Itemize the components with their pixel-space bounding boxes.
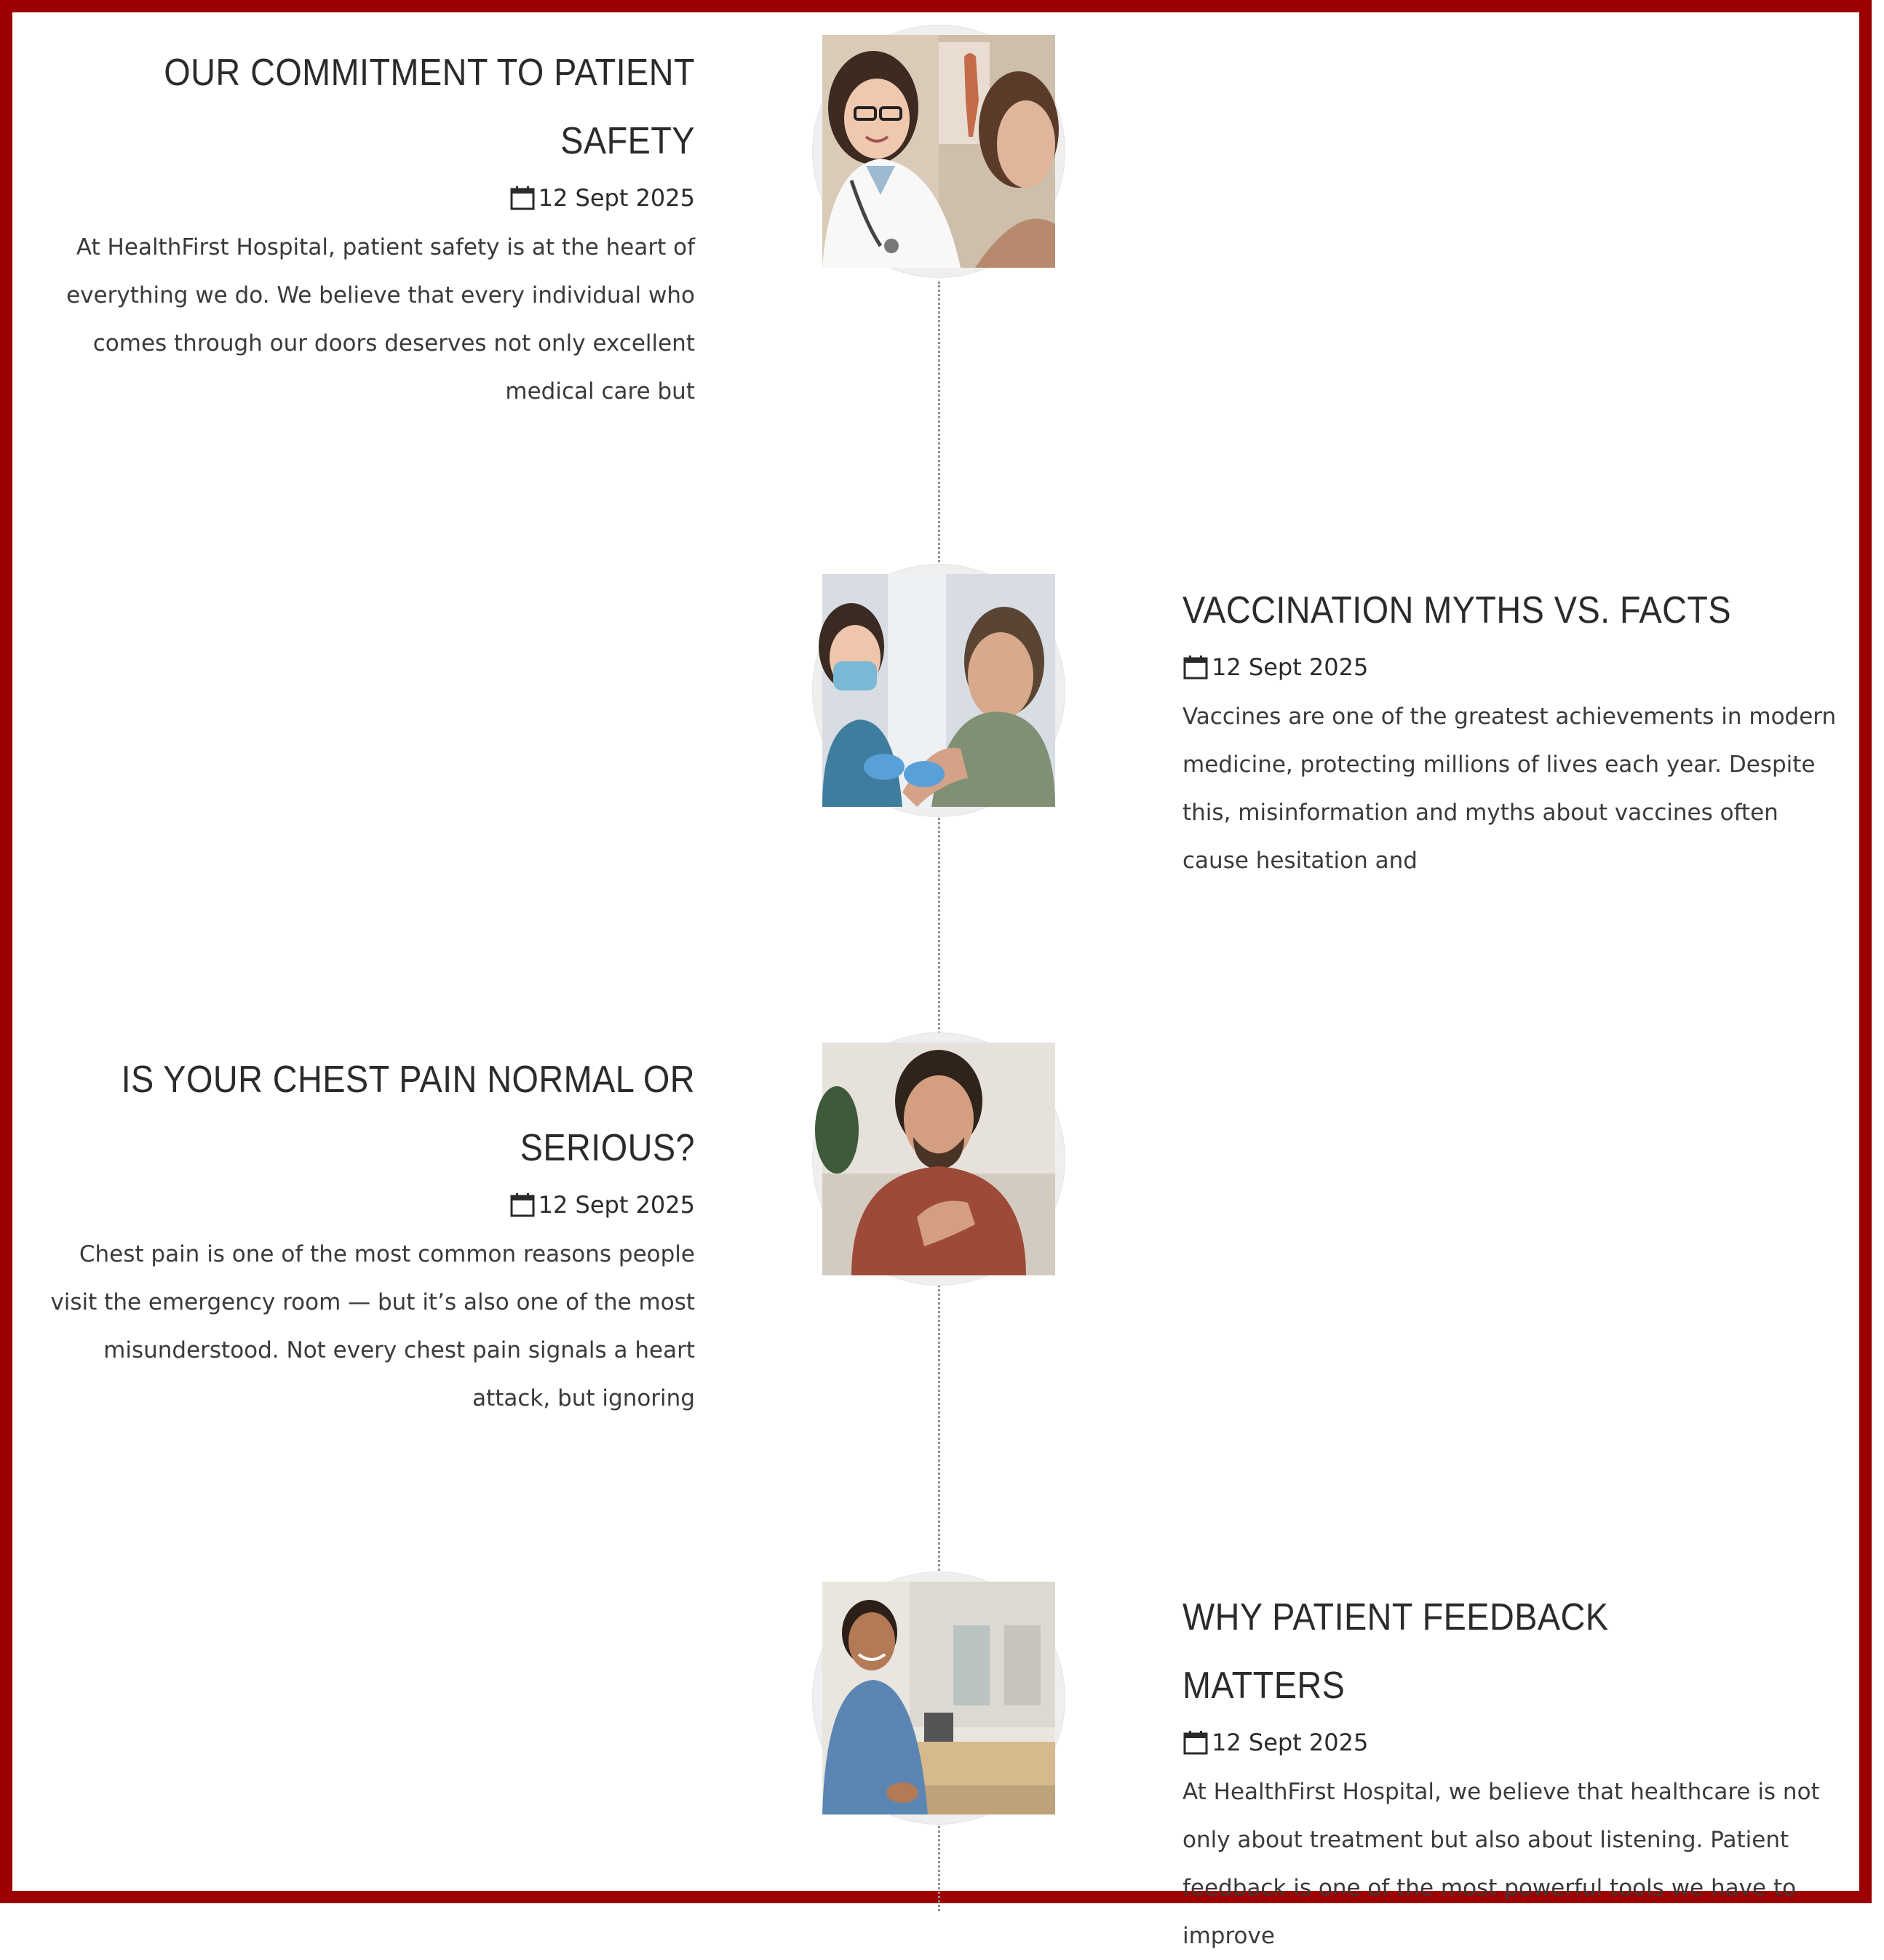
post-text — [1183, 1583, 1837, 1960]
post-title-link[interactable]: IS YOUR CHEST PAIN NORMAL OR SERIOUS? — [121, 1059, 695, 1169]
calendar-icon — [509, 1192, 536, 1218]
post-image-link[interactable] — [813, 565, 1065, 816]
post-date — [1183, 1726, 1837, 1759]
calendar-icon — [509, 185, 536, 211]
post-date-text: 12 Sept 2025 — [1212, 653, 1369, 681]
post-excerpt: At HealthFirst Hospital, patient safety is at the heart of everything we do. We believe that every individual who comes through our doors deserves not only excellent medical care but — [66, 234, 695, 405]
post-excerpt: Chest pain is one of the most common reasons people visit the emergency room — but it’s also one of the most misunderstood. Not every chest pain signals a heart attack, but ignoring — [50, 1241, 695, 1411]
doctor-consultation-icon — [822, 35, 1055, 268]
post-image-link[interactable] — [813, 1033, 1065, 1285]
post-date-text: 12 Sept 2025 — [1212, 1729, 1369, 1756]
post-title-link[interactable]: VACCINATION MYTHS VS. FACTS — [1183, 589, 1732, 632]
post-excerpt: Vaccines are one of the greatest achievements in modern medicine, protecting millions of lives each year. Despite this, misinformation and myths about vaccines often cause hesitation and — [1183, 704, 1837, 874]
post-text — [1183, 576, 1837, 885]
post-excerpt: At HealthFirst Hospital, we believe that healthcare is not only about treatment but also about listening. Patient feedback is one of the most powerful tools we have to improve — [1183, 1779, 1820, 1949]
post-image-link[interactable] — [813, 1572, 1065, 1824]
post-date-text: 12 Sept 2025 — [538, 1191, 695, 1219]
vaccination-icon — [822, 574, 1055, 807]
post-text — [47, 1045, 695, 1422]
post-text — [47, 39, 695, 415]
post-date — [1183, 650, 1837, 684]
calendar-icon — [1183, 654, 1209, 680]
post-title-link[interactable]: OUR COMMITMENT TO PATIENT SAFETY — [164, 52, 695, 162]
post-date-text: 12 Sept 2025 — [538, 184, 695, 212]
post-date — [47, 1188, 695, 1222]
patient-feedback-icon — [822, 1582, 1055, 1814]
chest-pain-icon — [822, 1043, 1055, 1275]
calendar-icon — [1183, 1729, 1209, 1756]
post-title-link[interactable]: WHY PATIENT FEEDBACK MATTERS — [1183, 1596, 1609, 1707]
post-date — [47, 181, 695, 215]
post-image-link[interactable] — [813, 25, 1065, 277]
